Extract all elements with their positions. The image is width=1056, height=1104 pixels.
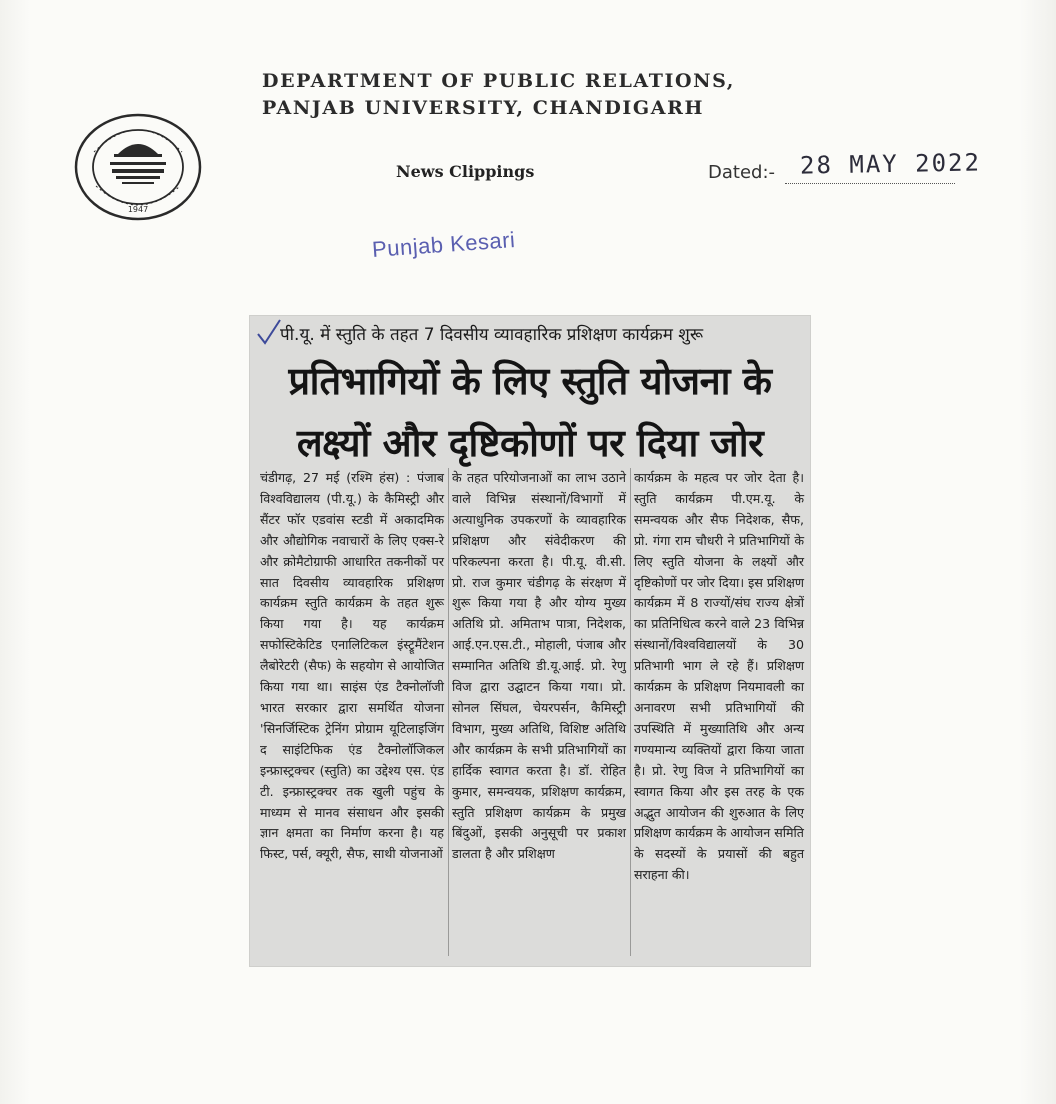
column-2-text: के तहत परियोजनाओं का लाभ उठाने वाले विभिन्न संस्थानों/विभागों में अत्याधुनिक उपकरणों के व्यावहारिक प्रशिक्षण और संवेदीकरण की परिकल्पना करता है। पी.यू. वी.सी. प्रो. राज कुमार चंडीगढ़ के संरक्षण में शुरू किया गया है और योग्य मुख्य अतिथि प्रो. अमिताभ पात्रा, निदेशक, आई.एन.एस.टी., मोहाली, पंजाब और सम्मानित अतिथि डी.यू.आई. प्रो. रेणु विज द्वारा उद्घाटन किया गया। प्रो. सोनल सिंघल, चेयरपर्सन, कैमिस्ट्री विभाग, मुख्य अतिथि, विशिष्ट अतिथि और कार्यक्रम के सभी प्रतिभागियों का हार्दिक स्वागत करता है। डॉ. रोहित कुमार, समन्वयक, प्रशिक्षण कार्यक्रम, स्तुति प्रशिक्षण कार्यक्रम के प्रमुख बिंदुओं, इसकी अनुसूची पर प्रकाश डालता है और प्रशिक्षण: [452, 470, 626, 862]
column-divider: [630, 468, 631, 956]
department-line-2: PANJAB UNIVERSITY, CHANDIGARH: [262, 97, 705, 119]
dated-label: Dated:-: [708, 162, 776, 183]
news-clippings-label: News Clippings: [396, 162, 535, 181]
source-stamp: Punjab Kesari: [371, 227, 517, 262]
checkmark-icon: [256, 318, 282, 346]
column-divider: [448, 468, 449, 956]
department-line-1: DEPARTMENT OF PUBLIC RELATIONS,: [262, 70, 735, 92]
headline-line-1: प्रतिभागियों के लिए स्तुति योजना के: [288, 359, 772, 403]
article-column-2: [452, 468, 626, 865]
newspaper-clipping: [250, 316, 810, 966]
dated-stamp-value: 28 MAY 2022: [799, 148, 982, 180]
university-seal-logo: [74, 112, 202, 222]
article-kicker: पी.यू. में स्तुति के तहत 7 दिवसीय व्यावहारिक प्रशिक्षण कार्यक्रम शुरू: [280, 325, 704, 345]
column-3-text: कार्यक्रम के महत्व पर जोर देता है। स्तुति कार्यक्रम पी.एम.यू. के समन्वयक और सैफ निदेशक, सैफ, प्रो. गंगा राम चौधरी ने प्रतिभागियों के लिए स्तुति योजना के लक्ष्यों और दृष्टिकोणों पर जोर दिया। इस प्रशिक्षण कार्यक्रम में 8 राज्यों/संघ राज्य क्षेत्रों का प्रतिनिधित्व करने वाले 23 विभिन्न संस्थानों/विश्वविद्यालयों के 30 प्रतिभागी भाग ले रहे हैं। प्रशिक्षण कार्यक्रम के प्रशिक्षण नियमावली का अनावरण सभी प्रतिभागियों की उपस्थिति में मुख्यातिथि और अन्य गण्यमान्य व्यक्तियों द्वारा किया जाता है। प्रो. रेणु विज ने प्रतिभागियों का स्वागत किया और इस तरह के एक अद्भुत आयोजन की शुरुआत के लिए प्रशिक्षण कार्यक्रम के आयोजन समिति के सदस्यों के प्रयासों की बहुत सराहना की।: [634, 470, 804, 883]
seal-year: 1947: [127, 205, 149, 214]
headline-line-2: लक्ष्यों और दृष्टिकोणों पर दिया जोर: [296, 421, 764, 465]
article-column-3: [634, 468, 804, 886]
dated-underline: [785, 183, 955, 184]
article-column-1: [260, 468, 444, 865]
column-1-text: चंडीगढ़, 27 मई (रश्मि हंस) : पंजाब विश्वविद्यालय (पी.यू.) के कैमिस्ट्री और सैंटर फॉर एडवांस स्टडी में अकादमिक और औद्योगिक नवाचारों के लिए एक्स-रे और क्रोमैटोग्राफी आधारित तकनीकों पर सात दिवसीय व्यावहारिक प्रशिक्षण कार्यक्रम स्तुति कार्यक्रम के तहत शुरू किया गया है। यह कार्यक्रम सफोस्टिकेटिड एनालिटिकल इंस्ट्रूमैंटेशन लैबोरेटरी (सैफ) के सहयोग से आयोजित किया गया था। साइंस एंड टैक्नोलॉजी भारत सरकार द्वारा समर्थित योजना 'सिनर्जिस्टिक ट्रेनिंग प्रोग्राम यूटिलाइजिंग द साइंटिफिक एंड टैक्नोलॉजिकल इन्फ्रास्ट्रक्चर (स्तुति) का उद्देश्य एस. एंड टी. इन्फ्रास्ट्रक्चर तक खुली पहुंच के माध्यम से मानव संसाधन और इसकी ज्ञान क्षमता का निर्माण करना है। यह फिस्ट, पर्स, क्यूरी, सैफ, साथी योजनाओं: [260, 470, 444, 862]
department-heading: [262, 68, 735, 122]
